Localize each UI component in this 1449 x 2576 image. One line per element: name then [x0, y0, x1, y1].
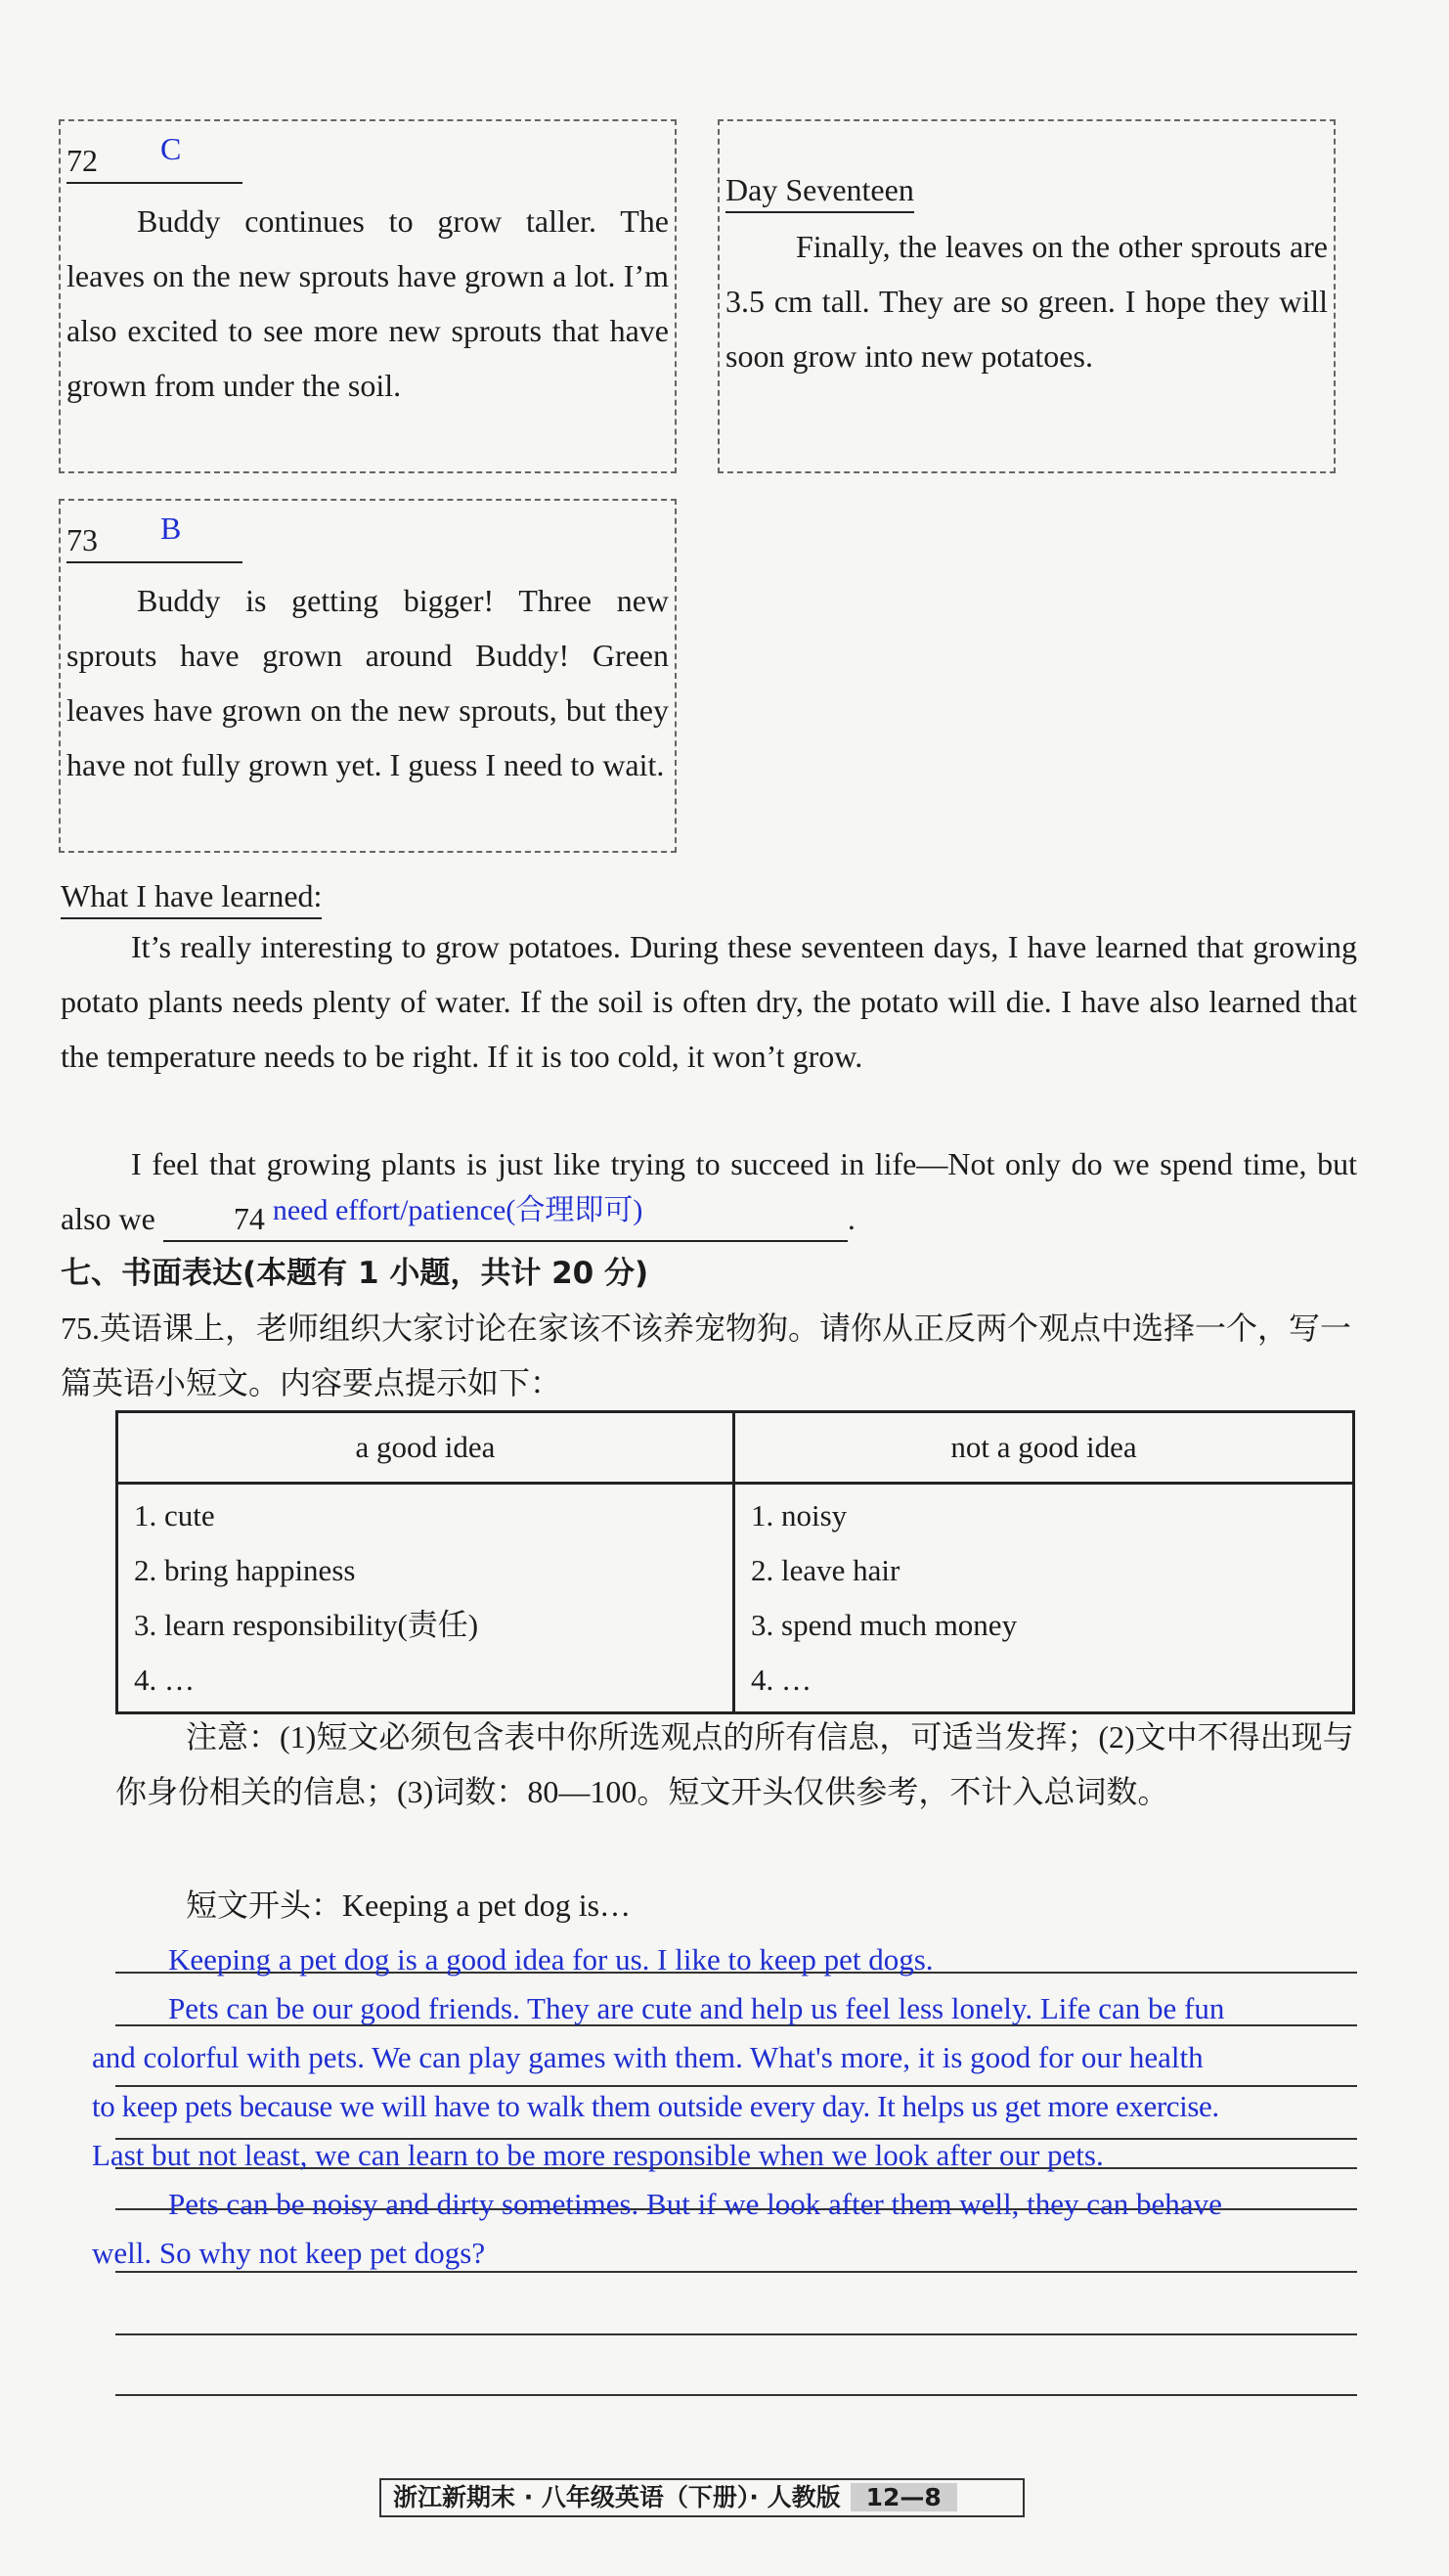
passage-box-73	[59, 499, 677, 853]
question-number-73: 73 B	[66, 518, 242, 563]
list-item: 3. learn responsibility(责任)	[134, 1608, 479, 1642]
q75-prompt-text: 英语课上，老师组织大家讨论在家该不该养宠物狗。请你从正反两个观点中选择一个，写一篇英语小短文。内容要点提示如下：	[61, 1310, 1352, 1400]
list-item: 1. noisy	[751, 1498, 848, 1532]
list-item: 4. …	[134, 1663, 195, 1697]
q75-prompt	[61, 1301, 1361, 1410]
blank-74-period: .	[847, 1201, 856, 1236]
day-seventeen-title: Day Seventeen	[725, 168, 914, 213]
learned-p2-text: I feel that growing plants is just like trying to succeed in life—Not only do we spend time, but also we	[61, 1146, 1357, 1236]
header-good-idea: a good idea	[117, 1412, 734, 1484]
passage-box-day-seventeen	[718, 119, 1336, 473]
answer-73: B	[160, 511, 182, 546]
essay-line: Last but not least, we can learn to be more responsible when we look after our pets.	[92, 2138, 1104, 2172]
passage-box-72	[59, 119, 677, 473]
learned-heading: What I have learned:	[61, 874, 322, 919]
answer-72: C	[160, 131, 182, 166]
essay-line: well. So why not keep pet dogs?	[92, 2236, 486, 2270]
list-item: 1. cute	[134, 1498, 215, 1532]
essay-line: Pets can be our good friends. They are cute and help us feel less lonely. Life can be fun	[168, 1991, 1225, 2025]
blank-74	[163, 1194, 848, 1242]
good-idea-points	[117, 1484, 734, 1713]
list-item: 2. bring happiness	[134, 1553, 356, 1587]
blank-74-number: 74	[233, 1201, 265, 1236]
essay-line: Pets can be noisy and dirty sometimes. But if we look after them well, they can behave	[168, 2187, 1222, 2221]
list-item: 4. …	[751, 1663, 812, 1697]
table-header-row	[117, 1412, 1354, 1484]
essay-line: to keep pets because we will have to walk them outside every day. It helps us get more exercise.	[92, 2089, 1219, 2123]
header-not-good-idea: not a good idea	[734, 1412, 1354, 1484]
q75-opening: 短文开头：Keeping a pet dog is…	[186, 1888, 632, 1923]
list-item: 2. leave hair	[751, 1553, 900, 1587]
writing-line	[115, 2394, 1357, 2396]
essay-line: and colorful with pets. We can play games with them. What's more, it is good for our health	[92, 2040, 1204, 2074]
page-number: 12—8	[851, 2483, 957, 2511]
table-body-row	[117, 1484, 1354, 1713]
footer-title: 浙江新期末 · 八年级英语（下册）· 人教版	[393, 2483, 841, 2511]
learned-paragraph-2	[61, 1136, 1357, 1246]
q75-number: 75.	[61, 1310, 100, 1346]
section-7-heading: 七、书面表达(本题有 1 小题，共计 20 分)	[61, 1256, 649, 1291]
essay-line: Keeping a pet dog is a good idea for us. I like to keep pet dogs.	[168, 1942, 934, 1976]
passage-text-72: Buddy continues to grow taller. The leaves on the new sprouts have grown a lot. I’m also excited to see more new sprouts that have grown from under the soil.	[66, 203, 669, 403]
passage-text-73: Buddy is getting bigger! Three new sprouts have grown around Buddy! Green leaves have grown on the new sprouts, but they have not fully grown yet. I guess I need to wait.	[66, 583, 669, 782]
answer-74: need effort/patience(合理即可)	[272, 1194, 643, 1226]
not-good-idea-points	[734, 1484, 1354, 1713]
question-number-72: 72 C	[66, 139, 242, 184]
list-item: 3. spend much money	[751, 1608, 1018, 1642]
day-seventeen-text: Finally, the leaves on the other sprouts are 3.5 cm tall. They are so green. I hope they will soon grow into new potatoes.	[725, 229, 1328, 374]
writing-line	[115, 2333, 1357, 2335]
opinion-table	[115, 1410, 1355, 1714]
page-footer	[379, 2478, 1025, 2517]
learned-paragraph-1: It’s really interesting to grow potatoes. During these seventeen days, I have learned that growing potato plants needs plenty of water. If the soil is often dry, the potato will die. I have also learned that the temperature needs to be right. If it is too cold, it won’t grow.	[61, 929, 1357, 1074]
q75-note: 注意：(1)短文必须包含表中你所选观点的所有信息，可适当发挥；(2)文中不得出现与你身份相关的信息；(3)词数：80—100。短文开头仅供参考，不计入总词数。	[115, 1719, 1354, 1809]
